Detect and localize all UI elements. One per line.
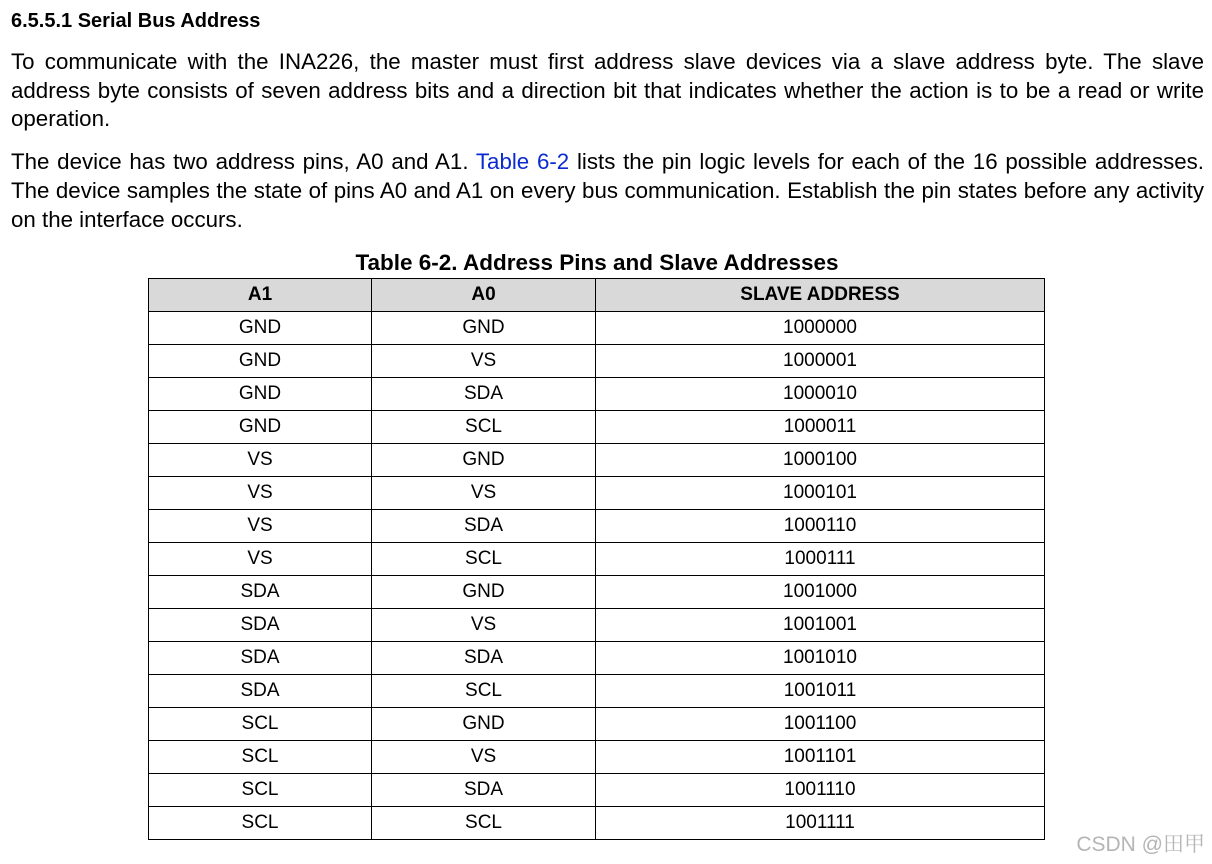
table-row [149, 312, 1045, 345]
header-a0: A0 [372, 279, 596, 312]
cell-a0: SDA [372, 510, 596, 543]
cell-slave-address: 1000000 [596, 312, 1045, 345]
table-row [149, 477, 1045, 510]
cell-a1: SDA [149, 675, 372, 708]
table-row [149, 708, 1045, 741]
cell-a1: SDA [149, 609, 372, 642]
paragraph-address-pins-start: The device has two address pins, A0 and A1. [11, 149, 476, 175]
cell-a0: VS [372, 609, 596, 642]
cell-a1: SCL [149, 741, 372, 774]
cell-slave-address: 1001011 [596, 675, 1045, 708]
paragraph-address-pins-end: lists the pin logic levels for each of the 16 possible addresses. The device samples the state of pins A0 and A1 on every bus communication. Establish the pin states before any activity on the interface occurs. [11, 149, 1204, 232]
table-row [149, 642, 1045, 675]
cell-a0: GND [372, 708, 596, 741]
table-row [149, 576, 1045, 609]
table-row [149, 345, 1045, 378]
table-row [149, 741, 1045, 774]
cell-a0: SCL [372, 411, 596, 444]
cell-slave-address: 1000101 [596, 477, 1045, 510]
cell-a1: VS [149, 543, 372, 576]
header-slave-address: SLAVE ADDRESS [596, 279, 1045, 312]
table-row [149, 774, 1045, 807]
cell-a1: GND [149, 345, 372, 378]
cell-slave-address: 1001101 [596, 741, 1045, 774]
table-row [149, 444, 1045, 477]
paragraph-address-pins [11, 148, 1204, 234]
table-row [149, 543, 1045, 576]
table-row [149, 378, 1045, 411]
cell-slave-address: 1000100 [596, 444, 1045, 477]
cell-a0: SCL [372, 807, 596, 840]
table-header-row [149, 279, 1045, 312]
cell-slave-address: 1000111 [596, 543, 1045, 576]
cell-a1: VS [149, 510, 372, 543]
cell-slave-address: 1000010 [596, 378, 1045, 411]
table-row [149, 609, 1045, 642]
cell-a0: SCL [372, 543, 596, 576]
cell-a0: VS [372, 741, 596, 774]
watermark: CSDN @田甲 [1076, 833, 1205, 856]
table-row [149, 510, 1045, 543]
cell-a1: GND [149, 312, 372, 345]
cell-a1: VS [149, 477, 372, 510]
table-row [149, 675, 1045, 708]
cell-slave-address: 1001100 [596, 708, 1045, 741]
cell-a1: SCL [149, 774, 372, 807]
cell-slave-address: 1001010 [596, 642, 1045, 675]
cell-slave-address: 1001000 [596, 576, 1045, 609]
table-row [149, 807, 1045, 840]
cell-a1: SDA [149, 576, 372, 609]
cell-slave-address: 1001111 [596, 807, 1045, 840]
cell-a1: GND [149, 378, 372, 411]
table-reference-link[interactable]: Table 6-2 [475, 149, 570, 175]
document-page [11, 0, 1204, 234]
cell-a0: SDA [372, 378, 596, 411]
cell-a0: VS [372, 345, 596, 378]
address-table [148, 278, 1045, 840]
cell-a0: SCL [372, 675, 596, 708]
cell-slave-address: 1001001 [596, 609, 1045, 642]
paragraph-intro: To communicate with the INA226, the master must first address slave devices via a slave address byte. The slave address byte consists of seven address bits and a direction bit that indicates whether the action is to be a read or write operation. [11, 49, 1204, 132]
cell-slave-address: 1001110 [596, 774, 1045, 807]
table-row [149, 411, 1045, 444]
cell-a1: SCL [149, 708, 372, 741]
cell-slave-address: 1000011 [596, 411, 1045, 444]
cell-a1: SDA [149, 642, 372, 675]
section-title: 6.5.5.1 Serial Bus Address [11, 10, 261, 32]
cell-slave-address: 1000110 [596, 510, 1045, 543]
cell-a0: SDA [372, 774, 596, 807]
header-a1: A1 [149, 279, 372, 312]
cell-a0: GND [372, 576, 596, 609]
cell-a0: GND [372, 444, 596, 477]
cell-a0: SDA [372, 642, 596, 675]
table-caption: Table 6-2. Address Pins and Slave Addresses [355, 250, 839, 275]
cell-a1: GND [149, 411, 372, 444]
cell-a1: VS [149, 444, 372, 477]
cell-a0: VS [372, 477, 596, 510]
cell-a0: GND [372, 312, 596, 345]
cell-a1: SCL [149, 807, 372, 840]
cell-slave-address: 1000001 [596, 345, 1045, 378]
